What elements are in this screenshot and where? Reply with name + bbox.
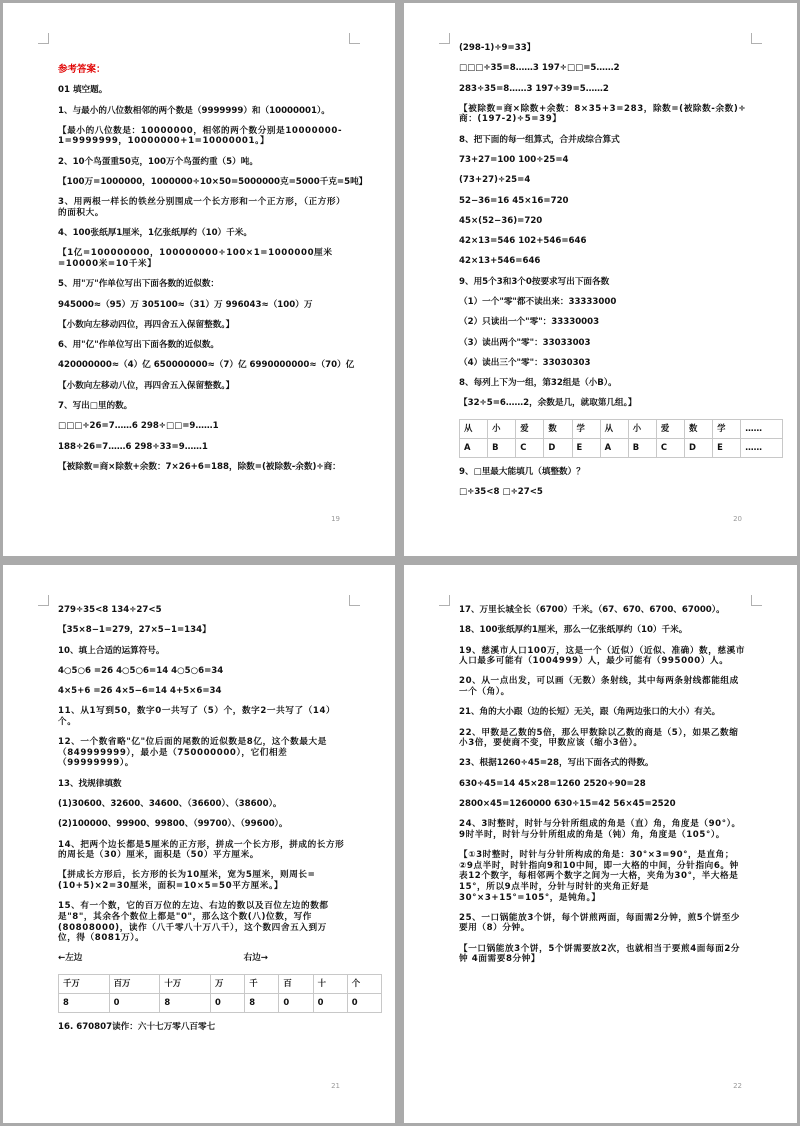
text-line: （3）读出两个"零"：33033003 — [459, 337, 591, 348]
text-line: 1、与最小的八位数相邻的两个数是（9999999）和（10000001）。 — [58, 105, 330, 116]
text-line: 20、从一点出发，可以画（无数）条射线，其中每两条射线都能组成一个（角）。 — [459, 676, 739, 698]
text-line: 6、用"亿"作单位写出下面各数的近似数。 — [58, 340, 220, 351]
text-line: 【最小的八位数是：10000000，相邻的两个数分别是10000000-1=9999999，10000000+1=10000001。】 — [58, 125, 343, 147]
table-cell: 小 — [488, 419, 516, 438]
page-content — [459, 605, 747, 975]
text-line: 17、万里长城全长（6700）千米。（67、670、6700、67000）。 — [459, 605, 725, 615]
page-number: 21 — [331, 1082, 340, 1090]
text-line: 4×5+6 =26 4×5−6=14 4+5×6=34 — [58, 686, 222, 697]
text-line: 【100万=1000000，1000000÷10×50=5000000克=5000千克=5吨】 — [58, 177, 368, 187]
table-cell: A — [460, 438, 488, 457]
text-line: 13、找规律填数 — [58, 778, 122, 789]
text-line: 42×13=546 102+546=646 — [459, 236, 587, 247]
page-content — [459, 43, 762, 507]
text-line: 5、用"万"作单位写出下面各数的近似数： — [58, 279, 220, 290]
table-cell: E — [572, 438, 600, 457]
page-number: 20 — [733, 515, 742, 523]
text-line: 【小数向左移动八位，再四舍五入保留整数。】 — [58, 380, 235, 391]
text-line: 【32÷5=6……2，余数是几，就取第几组。】 — [459, 398, 637, 409]
text-line: （4）读出三个"零"：33030303 — [459, 357, 591, 368]
text-line: (298-1)÷9=33】 — [459, 43, 536, 53]
table-row — [460, 419, 783, 438]
crop-mark — [751, 33, 762, 44]
page-number: 22 — [733, 1082, 742, 1090]
text-line: 18、100张纸厚约1厘米，那么一亿张纸厚约（10）千米。 — [459, 625, 688, 636]
table-cell: D — [544, 438, 572, 457]
text-line: 【被除数=商×除数+余数：8×35+3=283，除数=(被除数-余数)÷商：(197-2)÷5=39】 — [459, 103, 747, 125]
text-line: 【拼成长方形后，长方形的长为10厘米，宽为5厘米，则周长=(10+5)×2=30厘米，面积=10×5=50平方厘米。】 — [58, 870, 316, 892]
table-cell: B — [628, 438, 656, 457]
table-cell: 学 — [572, 419, 600, 438]
text-line: 11、从1写到50，数字0一共写了（5）个，数字2一共写了（14）个。 — [58, 706, 336, 727]
text-line: □÷35<8 □÷27<5 — [459, 486, 543, 497]
table-cell: 百 — [279, 974, 313, 993]
page-content — [58, 64, 368, 482]
text-line: （2）只读出一个"零"：33330003 — [459, 317, 600, 328]
text-line: 52−36=16 45×16=720 — [459, 195, 569, 206]
table-cell: 从 — [600, 419, 628, 438]
text-line: 【35×8−1=279，27×5−1=134】 — [58, 625, 211, 636]
text-line: 9、用5个3和3个0按要求写出下面各数 — [459, 276, 610, 287]
text-line: 14、把两个边长都是5厘米的正方形，拼成一个长方形，拼成的长方形的周长是（30）厘米，面积是（50）平方厘米。 — [58, 839, 345, 861]
text-line: 8、把下面的每一组算式，合并成综合算式 — [459, 134, 620, 145]
page-19 — [3, 3, 395, 556]
answer-heading: 参考答案： — [58, 64, 106, 75]
table-cell: …… — [741, 438, 783, 457]
table-row — [460, 438, 783, 457]
page-content — [58, 605, 361, 1042]
text-line: 188÷26=7……6 298÷33=9……1 — [58, 441, 208, 452]
text-line: 【小数向左移动四位，再四舍五入保留整数。】 — [58, 319, 235, 330]
table-cell: 8 — [160, 993, 211, 1012]
table-cell: 0 — [279, 993, 313, 1012]
crop-mark — [349, 595, 360, 606]
table-cell: C — [656, 438, 684, 457]
table-cell: 个 — [347, 974, 381, 993]
text-line: 945000≈（95）万 305100≈（31）万 996043≈（100）万 — [58, 299, 313, 310]
table-cell: D — [685, 438, 713, 457]
text-line: 【1亿=100000000，100000000÷100×1=1000000厘米=10000米=10千米】 — [58, 248, 333, 270]
text-line: 45×(52−36)=720 — [459, 215, 543, 226]
text-line: 15、有一个数，它的百万位的左边、右边的数以及百位左边的数都是"8"，其余各个数位上都是"0"，那么这个数(八)位数，写作(80808000)，读作（八千零八十万八千），这个数四舍五入到万位，得（8081万）。 — [58, 901, 329, 944]
table-cell: A — [600, 438, 628, 457]
direction-labels — [58, 953, 268, 964]
page-20 — [404, 3, 797, 556]
crop-mark — [38, 595, 49, 606]
table-cell: 万 — [211, 974, 245, 993]
table-cell: 爱 — [656, 419, 684, 438]
page-number: 19 — [331, 515, 340, 523]
crop-mark — [751, 595, 762, 606]
table-cell: 小 — [628, 419, 656, 438]
table-cell: 十 — [313, 974, 347, 993]
page-21 — [3, 565, 395, 1123]
text-line: 23、根据1260÷45=28，写出下面各式的得数。 — [459, 758, 654, 769]
page-22 — [404, 565, 797, 1123]
text-line: 10、填上合适的运算符号。 — [58, 645, 165, 656]
text-line: 283÷35=8……3 197÷39=5……2 — [459, 83, 609, 94]
answer-table — [459, 419, 783, 458]
text-line: 2800×45=1260000 630÷15=42 56×45=2520 — [459, 799, 676, 810]
table-cell: 数 — [544, 419, 572, 438]
text-line: □□□÷26=7……6 298÷□□=9……1 — [58, 421, 219, 432]
text-line: 【一口锅能放3个饼，5个饼需要放2次，也就相当于要煎4面每面2分钟 4面需要8分钟】 — [459, 943, 741, 965]
text-line: 19、慈溪市人口100万，这是一个（近似）（近似、准确）数，慈溪市人口最多可能有（1004999）人，最少可能有（995000）人。 — [459, 645, 746, 667]
table-cell: 0 — [109, 993, 160, 1012]
table-cell: 学 — [713, 419, 741, 438]
right-label: 右边→ — [243, 953, 268, 964]
text-line: 【被除数=商×除数+余数：7×26+6=188，除数=(被除数-余数)÷商： — [58, 461, 341, 472]
text-line: □□□÷35=8……3 197÷□□=5……2 — [459, 63, 620, 74]
table-cell: 十万 — [160, 974, 211, 993]
text-line: 73+27=100 100÷25=4 — [459, 155, 569, 165]
table-cell: 0 — [313, 993, 347, 1012]
table-cell: E — [713, 438, 741, 457]
crop-mark — [38, 33, 49, 44]
left-label: ←左边 — [58, 953, 83, 964]
table-row — [59, 993, 382, 1012]
crop-mark — [349, 33, 360, 44]
text-line: (1)30600、32600、34600、（36600）、（38600）。 — [58, 799, 282, 810]
text-line: (2)100000、99900、99800、（99700）、（99600）。 — [58, 819, 288, 830]
table-cell: 8 — [245, 993, 279, 1012]
table-cell: 千万 — [59, 974, 110, 993]
table-cell: 0 — [347, 993, 381, 1012]
text-line: 3、用两根一样长的铁丝分别围成一个长方形和一个正方形，（正方形）的面积大。 — [58, 197, 341, 218]
text-line: 630÷45=14 45×28=1260 2520÷90=28 — [459, 778, 646, 789]
table-row — [59, 974, 382, 993]
crop-mark — [439, 595, 450, 606]
text-line: 42×13+546=646 — [459, 256, 541, 267]
text-line: 21、角的大小跟（边的长短）无关，跟（角两边张口的大小）有关。 — [459, 707, 721, 718]
crop-mark — [439, 33, 450, 44]
text-line: 279÷35<8 134÷27<5 — [58, 605, 162, 615]
table-cell: 从 — [460, 419, 488, 438]
text-line: 01 填空题。 — [58, 85, 108, 96]
text-line: （1）一个"零"都不读出来：33333000 — [459, 296, 617, 307]
text-line: 12、一个数省略"亿"位后面的尾数的近似数是8亿，这个数最大是（849999999），最小是（750000000），它们相差（99999999）。 — [58, 737, 327, 769]
answer-table — [58, 974, 382, 1013]
text-line: 4○5○6 =26 4○5○6=14 4○5○6=34 — [58, 665, 224, 676]
table-cell: …… — [741, 419, 783, 438]
table-cell: C — [516, 438, 544, 457]
text-line: 4、100张纸厚1厘米，1亿张纸厚约（10）千米。 — [58, 228, 252, 239]
text-line: 2、10个鸟蛋重50克，100万个鸟蛋约重（5）吨。 — [58, 156, 258, 167]
text-line: 420000000≈（4）亿 650000000≈（7）亿 6990000000≈（70）亿 — [58, 360, 355, 371]
table-cell: 8 — [59, 993, 110, 1012]
text-line: 22、甲数是乙数的5倍，那么甲数除以乙数的商是（5），如果乙数缩小3倍，要使商不变，甲数应该（缩小3倍）。 — [459, 727, 739, 749]
table-cell: 数 — [685, 419, 713, 438]
table-cell: 千 — [245, 974, 279, 993]
table-cell: 爱 — [516, 419, 544, 438]
text-line: 24、3时整时，时针与分针所组成的角是（直）角，角度是（90°）。9时半时，时针与分针所组成的角是（钝）角，角度是（105°）。 — [459, 819, 741, 840]
table-cell: 0 — [211, 993, 245, 1012]
text-line: 25、一口锅能放3个饼，每个饼煎两面，每面需2分钟，煎5个饼至少要用（8）分钟。 — [459, 912, 741, 934]
text-line: 8、每列上下为一组，第32组是（小B）。 — [459, 378, 617, 389]
table-cell: B — [488, 438, 516, 457]
text-line: 7、写出□里的数。 — [58, 401, 133, 411]
table-cell: 百万 — [109, 974, 160, 993]
text-line: 【①3时整时，时针与分针所构成的角是：30°×3=90°，是直角；②9点半时，时针指向9和10中间，即一大格的中间，分针指向6。钟表12个数字，每相邻两个数字之间为一大格，夹角为30°，半大格是15°，所以9点半时，分针与时针的夹角正好是30°×3+15°=105°，是钝角。】 — [459, 850, 739, 903]
text-line: (73+27)÷25=4 — [459, 175, 531, 186]
text-line: 9、□里最大能填几（填整数）？ — [459, 466, 585, 477]
text-line: 16. 670807读作：六十七万零八百零七 — [58, 1021, 216, 1032]
